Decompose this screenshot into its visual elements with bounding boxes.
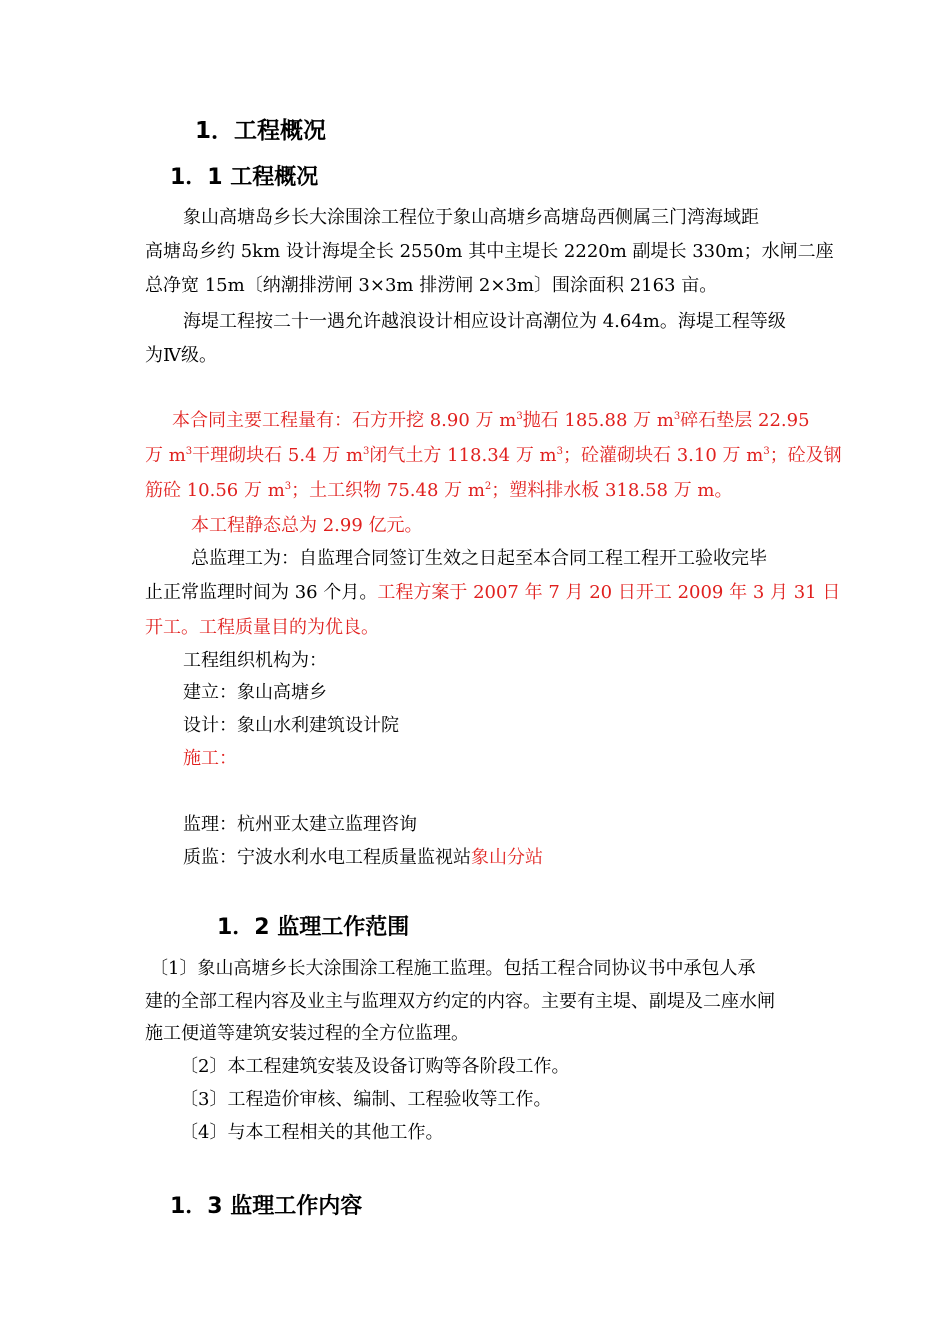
scope-item-1-line: 〔1〕象山高塘乡长大涂围涂工程施工监理。包括工程合同协议书中承包人承: [150, 958, 756, 979]
superscript: 3: [516, 411, 523, 422]
superscript: 3: [284, 481, 292, 492]
org-supervise: 监理：杭州亚太建立监理咨询: [183, 814, 417, 835]
paragraph-line: 高塘岛乡约 5km 设计海堤全长 2550m 其中主堤长 2220m 副堤长 330m；水闸二座: [145, 241, 834, 262]
org-design: 设计：象山水利建筑设计院: [183, 715, 399, 736]
superscript: 3: [556, 446, 563, 457]
org-build: 建立：象山高塘乡: [183, 682, 327, 703]
quantities-line-3: [145, 479, 733, 503]
superscript: 3: [673, 411, 681, 422]
text-fragment: 本合同主要工程量有：石方开挖 8.90 万 m: [172, 410, 517, 431]
org-title: 工程组织机构为：: [183, 650, 327, 671]
quantities-line-1: [172, 409, 810, 433]
paragraph-line: 为Ⅳ级。: [145, 345, 217, 366]
paragraph-line: 象山高塘岛乡长大涂围涂工程位于象山高塘乡高塘岛西侧属三门湾海域距: [183, 207, 759, 228]
text-fragment: 象山分站: [471, 847, 543, 868]
paragraph-line: 海堤工程按二十一遇允许越浪设计相应设计高潮位为 4.64m。海堤工程等级: [183, 311, 786, 332]
text-fragment: 抛石 185.88 万 m: [522, 410, 674, 431]
superscript: 3: [763, 446, 770, 457]
superscript: 3: [363, 446, 370, 457]
paragraph-line: 开工。工程质量目的为优良。: [145, 617, 379, 638]
text-fragment: 碎石垫层 22.95: [680, 410, 810, 431]
quantities-line-2: [145, 444, 842, 468]
main-heading: 1．工程概况: [195, 118, 327, 144]
text-fragment: 万 m: [145, 445, 186, 466]
scope-item-1-line: 施工便道等建筑安装过程的全方位监理。: [145, 1023, 469, 1044]
paragraph-line: 总监理工为：自监理合同签订生效之日起至本合同工程工程开工验收完毕: [191, 548, 767, 569]
text-fragment: ；砼及钢: [769, 445, 842, 466]
superscript: 2: [484, 481, 492, 492]
static-investment: 本工程静态总为 2.99 亿元。: [191, 515, 423, 536]
text-fragment: ；土工织物 75.48 万 m: [291, 480, 485, 501]
text-fragment: 质监：宁波水利水电工程质量监视站: [183, 847, 471, 868]
text-fragment: 闭气土方 118.34 万 m: [369, 445, 557, 466]
org-construct: 施工：: [183, 748, 237, 769]
section-1-3-title: 1．3 监理工作内容: [170, 1194, 363, 1219]
scope-item-3: 〔3〕工程造价审核、编制、工程验收等工作。: [180, 1089, 552, 1110]
superscript: 3: [185, 446, 193, 457]
text-fragment: 止正常监理时间为 36 个月。: [145, 582, 378, 603]
schedule-text: 工程方案于 2007 年 7 月 20 日开工 2009 年 3 月 31 日: [377, 582, 841, 603]
text-fragment: 干理砌块石 5.4 万 m: [192, 445, 364, 466]
scope-item-1-line: 建的全部工程内容及业主与监理双方约定的内容。主要有主堤、副堤及二座水闸: [145, 991, 775, 1012]
org-quality: [183, 846, 543, 870]
text-fragment: ；塑料排水板 318.58 万 m。: [491, 480, 733, 501]
section-1-1-title: 1．1 工程概况: [170, 165, 319, 190]
scope-item-2: 〔2〕本工程建筑安装及设备订购等各阶段工作。: [180, 1056, 570, 1077]
text-fragment: 筋砼 10.56 万 m: [145, 480, 285, 501]
paragraph-line: 总净宽 15m〔纳潮排涝闸 3×3m 排涝闸 2×3m〕围涂面积 2163 亩。: [145, 275, 718, 296]
section-1-2-title: 1．2 监理工作范围: [217, 915, 410, 940]
paragraph-line: [145, 581, 840, 605]
text-fragment: ；砼灌砌块石 3.10 万 m: [563, 445, 764, 466]
scope-item-4: 〔4〕与本工程相关的其他工作。: [180, 1122, 444, 1143]
